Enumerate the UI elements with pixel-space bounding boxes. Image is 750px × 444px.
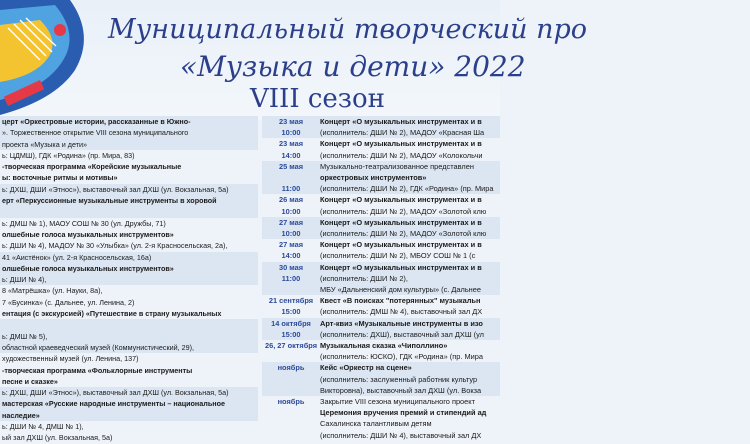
event-description (320, 352, 500, 361)
left-event-row (0, 172, 258, 183)
event-date (262, 419, 320, 428)
left-event-text: ерт «Перкуссионные музыкальные инструменты в хоровой (2, 196, 217, 206)
event-description-text: (исполнитель: ДШИ № 2), МБОУ СОШ № 1 (с (320, 251, 476, 261)
left-event-row (0, 252, 258, 263)
left-event-row (0, 263, 258, 274)
event-date: 11:00 (281, 184, 301, 194)
left-event-row (0, 308, 258, 319)
event-description (320, 184, 500, 193)
right-event-row (262, 228, 500, 239)
title-line-2: «Музыка и дети» 2022 (180, 50, 526, 83)
event-description-text: Кейс «Оркестр на сцене» (320, 363, 412, 373)
left-event-text: 8 «Матрёшка» (ул. Науки, 8а), (2, 286, 103, 296)
event-date: 26 мая (278, 195, 304, 205)
event-description (320, 307, 500, 316)
left-event-text: ». Торжественное открытие VIII сезона муниципального (2, 128, 189, 138)
right-schedule-column (262, 116, 500, 440)
event-description-text: оркестровых инструментов» (320, 173, 427, 183)
event-description-text: МБУ «Дальненский дом культуры» (с. Дальнее (320, 285, 481, 295)
event-description (320, 139, 500, 148)
title-line-3: VIII сезон (250, 84, 385, 114)
left-event-row (0, 387, 258, 398)
event-description-text: Арт-квиз «Музыкальные инструменты в изо (320, 318, 483, 328)
right-event-row (262, 239, 500, 250)
left-event-row (0, 365, 258, 376)
left-event-text: ь: ДМШ № 1), МАОУ СОШ № 30 (ул. Дружбы, 71) (2, 218, 166, 228)
left-event-text: ентация (с экскурсией) «Путешествие в страну музыкальных (2, 309, 222, 319)
event-description (320, 408, 500, 417)
event-date (262, 431, 320, 440)
left-event-text: олшебные голоса музыкальных инструментов» (2, 263, 174, 273)
event-description (320, 375, 500, 384)
left-event-row (0, 195, 258, 206)
event-description-text: Концерт «О музыкальных инструментах и в (320, 217, 482, 227)
event-description (320, 419, 500, 428)
left-event-text: ь: ДМШ № 5), (2, 331, 48, 341)
right-event-row (262, 273, 500, 284)
right-event-row (262, 250, 500, 261)
left-schedule-column (0, 116, 258, 443)
event-description-text: (исполнитель: ДШИ № 4), выставочный зал ДХ (320, 430, 482, 440)
event-description (320, 263, 500, 272)
event-description-text: Концерт «О музыкальных инструментах и в (320, 139, 482, 149)
right-event-row (262, 172, 500, 183)
event-description-text: Сахалинска талантливым детям (320, 419, 432, 429)
right-event-row (262, 262, 500, 273)
left-event-text: проекта «Музыка и дети» (2, 139, 88, 149)
left-event-text: ь: ДХШ, ДШИ «Этнос»), выставочный зал ДХШ (ул. Вокзальная, 5а) (2, 184, 229, 194)
left-event-text (2, 207, 4, 216)
right-event-row (262, 374, 500, 385)
event-description (320, 173, 500, 182)
event-description-text: (исполнитель: ДХШ), выставочный зал ДХШ (ул (320, 329, 484, 339)
right-event-row (262, 329, 500, 340)
event-description (320, 296, 500, 305)
left-event-row (0, 342, 258, 353)
right-event-row (262, 362, 500, 373)
event-date: 30 мая (278, 262, 304, 272)
left-event-row (0, 274, 258, 285)
event-description-text: (исполнитель: ЮСКО), ГДК «Родина» (пр. Мира (320, 352, 483, 362)
left-event-row (0, 297, 258, 308)
right-event-row (262, 407, 500, 418)
event-description-text: Музыкально-театрализованное представлен (320, 161, 474, 171)
event-description (320, 117, 500, 126)
left-event-text: песне и сказке» (2, 376, 58, 386)
left-event-row (0, 116, 258, 127)
event-date: 26, 27 октября (264, 341, 318, 351)
event-description-text: Концерт «О музыкальных инструментах и в (320, 195, 482, 205)
left-event-text: областной краеведческий музей (Коммунистический, 29), (2, 342, 195, 352)
left-event-row (0, 331, 258, 342)
right-event-row (262, 183, 500, 194)
event-date: 14:00 (281, 150, 301, 160)
event-date: 25 мая (278, 161, 304, 171)
event-description (320, 195, 500, 204)
event-date: 15:00 (281, 329, 301, 339)
left-event-text: 7 «Бусинка» (с. Дальнее, ул. Ленина, 2) (2, 297, 135, 307)
left-event-text: наследие» (2, 410, 40, 420)
left-event-row (0, 421, 258, 432)
event-description-text: (исполнитель: ДШИ № 2), МАДОУ «Колокольчи (320, 150, 483, 160)
poster-header (0, 0, 587, 120)
left-event-text: -творческая программа «Фольклорные инструменты (2, 365, 193, 375)
event-description-text: (исполнитель: ДШИ № 2), (320, 273, 408, 283)
event-description-text: (исполнитель: ДШИ № 2), ГДК «Родина» (пр. Мира (320, 184, 494, 194)
event-description (320, 431, 500, 440)
left-event-text: ь: ДШИ № 4), (2, 275, 47, 285)
right-event-row (262, 318, 500, 329)
left-event-text: ы: восточные ритмы и мотивы» (2, 173, 118, 183)
event-date (262, 375, 320, 384)
left-event-text: ь: ДШИ № 4), МАДОУ № 30 «Улыбка» (ул. 2-я Красносельская, 2а), (2, 241, 228, 251)
event-description (320, 363, 500, 372)
event-date (262, 285, 320, 294)
event-date: 27 мая (278, 217, 304, 227)
event-description (320, 162, 500, 171)
title-line-1: Муниципальный творческий про (108, 14, 587, 45)
event-description-text: (исполнитель: заслуженный работник культур (320, 374, 478, 384)
left-event-row (0, 319, 258, 330)
event-date: ноябрь (277, 397, 305, 407)
right-event-row (262, 127, 500, 138)
right-event-row (262, 150, 500, 161)
left-event-row (0, 139, 258, 150)
right-event-row (262, 284, 500, 295)
right-event-row (262, 116, 500, 127)
left-event-row (0, 240, 258, 251)
right-event-row (262, 138, 500, 149)
event-description-text: Закрытие VIII сезона муниципального проект (320, 397, 475, 407)
right-event-row (262, 351, 500, 362)
left-event-text: ь: ЦДМШ), ГДК «Родина» (пр. Мира, 83) (2, 150, 135, 160)
event-description (320, 240, 500, 249)
left-event-text: церт «Оркестровые истории, рассказанные в Южно- (2, 117, 191, 126)
event-description-text: Концерт «О музыкальных инструментах и в (320, 117, 482, 126)
event-description (320, 319, 500, 328)
left-event-text: 41 «Аистёнок» (ул. 2-я Красносельская, 16а) (2, 252, 152, 262)
right-event-row (262, 430, 500, 441)
left-event-text (2, 320, 4, 329)
event-description (320, 341, 500, 350)
event-description-text: Церемония вручения премий и стипендий ад (320, 408, 487, 418)
event-description-text: (исполнитель: ДШИ № 2), МАДОУ «Золотой клю (320, 229, 487, 239)
event-description (320, 218, 500, 227)
left-event-text: олшебные голоса музыкальных инструментов» (2, 229, 174, 239)
left-event-row (0, 161, 258, 172)
left-event-row (0, 229, 258, 240)
event-description (320, 251, 500, 260)
left-event-row (0, 127, 258, 138)
event-description-text: Концерт «О музыкальных инструментах и в (320, 240, 482, 250)
event-date: ноябрь (277, 363, 305, 373)
right-event-row (262, 340, 500, 351)
left-event-row (0, 398, 258, 409)
left-event-text: мастерская «Русские народные инструменты – национальное (2, 399, 225, 409)
event-description (320, 229, 500, 238)
event-description-text: Музыкальная сказка «Чиполлино» (320, 341, 448, 351)
left-event-text: ь: ДШИ № 4, ДМШ № 1), (2, 422, 84, 432)
right-event-row (262, 385, 500, 396)
event-description-text: Концерт «О музыкальных инструментах и в (320, 262, 482, 272)
right-event-row (262, 161, 500, 172)
right-event-row (262, 194, 500, 205)
project-logo (0, 0, 110, 120)
left-event-text: ый зал ДХШ (ул. Вокзальная, 5а) (2, 433, 113, 443)
event-description-text: Викторовна), выставочный зал ДХШ (ул. Вокза (320, 385, 482, 395)
left-event-text: ь: ДХШ, ДШИ «Этнос»), выставочный зал ДХШ (ул. Вокзальная, 5а) (2, 388, 229, 398)
event-date: 14 октября (271, 318, 311, 328)
event-description (320, 207, 500, 216)
left-event-row (0, 353, 258, 364)
event-date: 10:00 (281, 206, 301, 216)
left-event-row (0, 285, 258, 296)
left-event-row (0, 218, 258, 229)
event-description (320, 397, 500, 406)
event-date: 23 мая (278, 117, 304, 126)
left-event-row (0, 184, 258, 195)
right-event-row (262, 306, 500, 317)
event-date: 10:00 (281, 229, 301, 239)
left-event-text: художественный музей (ул. Ленина, 137) (2, 354, 139, 364)
event-description (320, 330, 500, 339)
right-event-row (262, 295, 500, 306)
event-description (320, 285, 500, 294)
right-event-row (262, 396, 500, 407)
event-date: 23 мая (278, 139, 304, 149)
event-date (262, 173, 320, 182)
right-event-row (262, 217, 500, 228)
event-date (262, 352, 320, 361)
event-date: 10:00 (281, 128, 301, 138)
event-description-text: Квест «В поисках "потерянных" музыкальн (320, 296, 481, 306)
event-date: 27 мая (278, 240, 304, 250)
event-description (320, 128, 500, 137)
event-date (262, 408, 320, 417)
left-event-row (0, 376, 258, 387)
left-event-text: -творческая программа «Корейские музыкальные (2, 162, 182, 172)
left-event-row (0, 206, 258, 217)
right-event-row (262, 206, 500, 217)
event-description (320, 386, 500, 395)
event-date: 14:00 (281, 251, 301, 261)
event-description (320, 151, 500, 160)
event-description-text: (исполнитель: ДШИ № 2), МАДОУ «Красная Ша (320, 128, 485, 138)
left-event-row (0, 150, 258, 161)
event-date: 21 сентября (268, 296, 314, 306)
left-event-row (0, 410, 258, 421)
event-date: 11:00 (281, 273, 301, 283)
event-date: 15:00 (281, 307, 301, 317)
right-event-row (262, 418, 500, 429)
event-date (262, 386, 320, 395)
left-event-row (0, 432, 258, 443)
event-description (320, 274, 500, 283)
event-description-text: (исполнитель: ДШИ № 2), МАДОУ «Золотой клю (320, 206, 487, 216)
event-description-text: (исполнитель: ДМШ № 4), выставочный зал ДХ (320, 307, 483, 317)
